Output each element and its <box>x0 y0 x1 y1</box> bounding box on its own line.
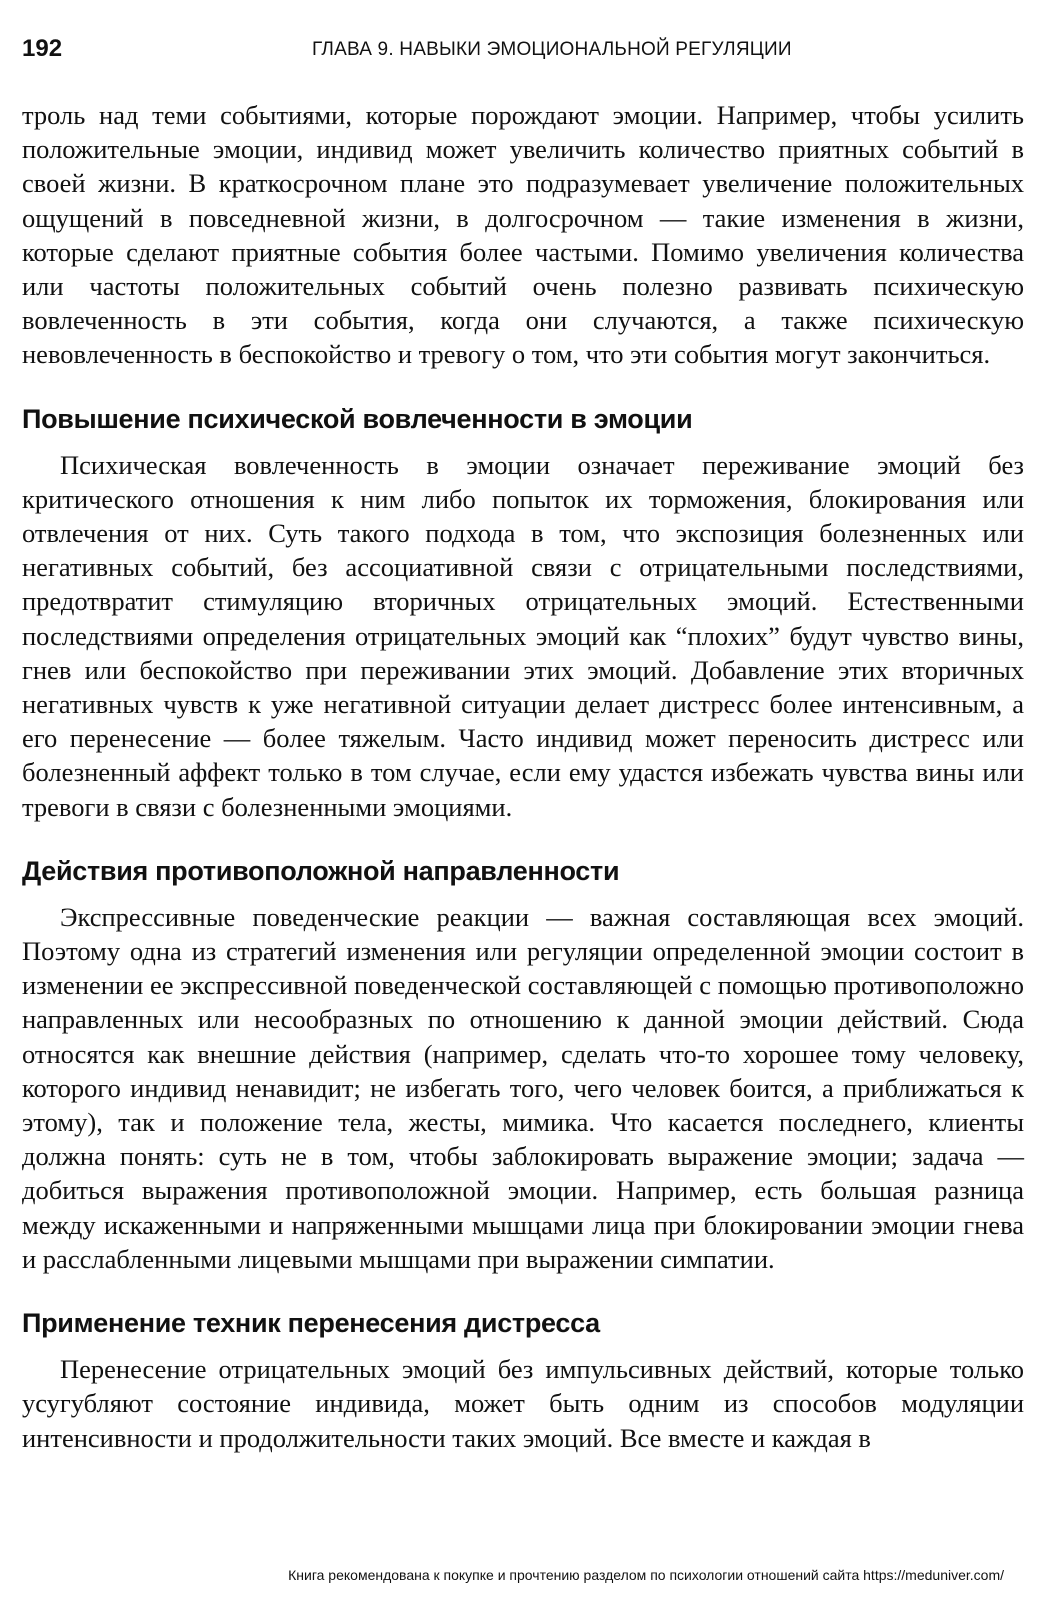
section-heading-distress-tolerance: Применение техник перенесения дистресса <box>22 1308 600 1339</box>
intro-paragraph: троль над теми событиями, которые порождают эмоции. Например, чтобы усилить положительные эмоции, индивид может увеличить количество приятных событий в своей жизни. В краткосрочном плане это подразумевает увеличение положительных ощущений в повседневной жизни, в долгосрочном — такие изменения в жизни, которые сделают приятные события более частыми. Помимо увеличения количества или частоты положительных событий очень полезно развивать психическую вовлеченность в эти события, когда они случаются, а также психическую невовлеченность в беспокойство и тревогу о том, что эти события могут закончиться. <box>22 100 1024 370</box>
section-paragraph-emotional-involvement: Психическая вовлеченность в эмоции означает переживание эмоций без критического отношения к ним либо попыток их торможения, блокирования или отвлечения от них. Суть такого подхода в том, что экспозиция болезненных или негативных событий, без ассоциативной связи с отрицательными последствиями, предотвратит стимуляцию вторичных отрицательных эмоций. Естественными последствиями определения отрицательных эмоций как “плохих” будут чувство вины, гнев или беспокойство при переживании этих эмоций. Добавление этих вторичных негативных чувств к уже негативной ситуации делает дистресс более интенсивным, а его перенесение — более тяжелым. Часто индивид может переносить дистресс или болезненный аффект только в том случае, если ему удастся избежать чувства вины или тревоги в связи с болезненными эмоциями. <box>22 449 1024 822</box>
chapter-title: ГЛАВА 9. НАВЫКИ ЭМОЦИОНАЛЬНОЙ РЕГУЛЯЦИИ <box>312 39 792 60</box>
section-heading-emotional-involvement: Повышение психической вовлеченности в эмоции <box>22 403 693 434</box>
page-body <box>22 98 1024 1455</box>
footer-note: Книга рекомендована к покупке и прочтению разделом по психологии отношений сайта https://meduniver.com/ <box>288 1567 1004 1583</box>
section-paragraph-opposite-action: Экспрессивные поведенческие реакции — важная составляющая всех эмоций. Поэтому одна из стратегий изменения или регуляции определенной эмоции состоит в изменении ее экспрессивной поведенческой составляющей с помощью противоположно направленных или несообразных по отношению к данной эмоции действий. Сюда относятся как внешние действия (например, сделать что-то хорошее тому человеку, которого индивид ненавидит; не избегать того, чего человек боится, а приближаться к этому), так и положение тела, жесты, мимика. Что касается последнего, клиенты должна понять: суть не в том, чтобы заблокировать выражение эмоции; задача — добиться выражения противоположной эмоции. Например, есть большая разница между искаженными и напряженными мышцами лица при блокировании эмоции гнева и расслабленными лицевыми мышцами при выражении симпатии. <box>22 901 1024 1274</box>
section-paragraph-distress-tolerance: Перенесение отрицательных эмоций без импульсивных действий, которые только усугубляют состояние индивида, может быть одним из способов модуляции интенсивности и продолжительности таких эмоций. Все вместе и каждая в <box>22 1354 1024 1453</box>
page-number: 192 <box>22 35 63 62</box>
section-heading-opposite-action: Действия противоположной направленности <box>22 855 620 886</box>
running-head <box>22 34 1018 68</box>
